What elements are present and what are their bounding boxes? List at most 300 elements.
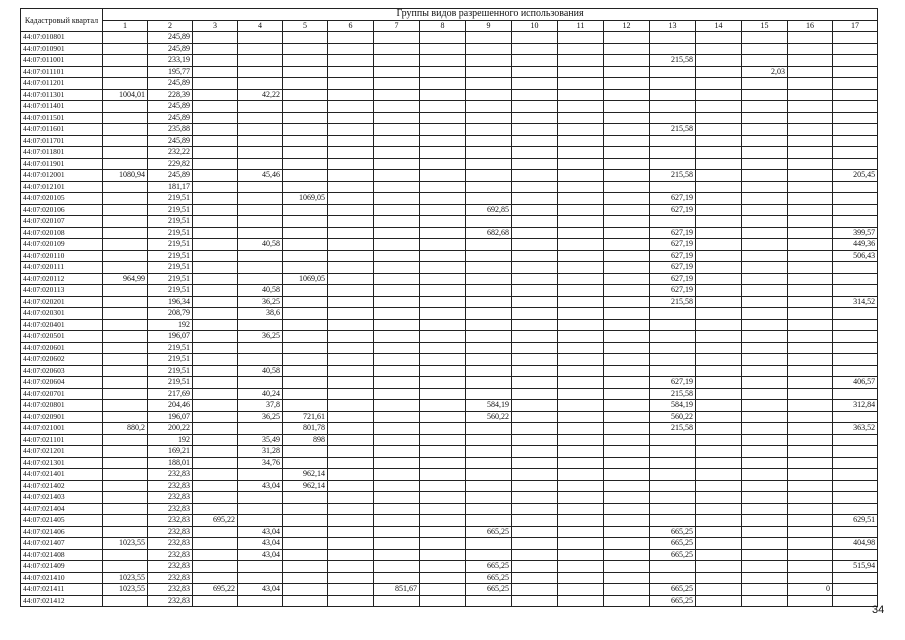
header-col-number: 10 — [512, 20, 558, 32]
cadastral-code: 44:07:021401 — [21, 469, 103, 481]
cell-group-5 — [283, 227, 328, 239]
cell-group-12 — [604, 446, 650, 458]
cell-group-14 — [696, 561, 742, 573]
cell-group-5: 801,78 — [283, 423, 328, 435]
cell-group-8 — [420, 250, 466, 262]
cell-group-8 — [420, 239, 466, 251]
cell-group-4: 43,04 — [238, 549, 283, 561]
cell-group-1 — [103, 158, 148, 170]
cell-group-8 — [420, 388, 466, 400]
cell-group-11 — [558, 469, 604, 481]
cell-group-7 — [374, 538, 420, 550]
cell-group-9: 665,25 — [466, 584, 512, 596]
cell-group-8 — [420, 423, 466, 435]
cell-group-1 — [103, 526, 148, 538]
cell-group-16 — [788, 296, 833, 308]
cell-group-2: 219,51 — [148, 377, 193, 389]
cell-group-13 — [650, 434, 696, 446]
cell-group-9 — [466, 296, 512, 308]
cell-group-5 — [283, 101, 328, 113]
cadastral-code: 44:07:021402 — [21, 480, 103, 492]
cell-group-9 — [466, 503, 512, 515]
cell-group-8 — [420, 319, 466, 331]
cell-group-7 — [374, 285, 420, 297]
cell-group-3 — [193, 262, 238, 274]
cell-group-9 — [466, 423, 512, 435]
cell-group-9 — [466, 193, 512, 205]
cell-group-12 — [604, 308, 650, 320]
cell-group-11 — [558, 66, 604, 78]
cell-group-3 — [193, 55, 238, 67]
cell-group-3 — [193, 388, 238, 400]
header-col-number: 15 — [742, 20, 788, 32]
cell-group-2: 219,51 — [148, 342, 193, 354]
cell-group-16 — [788, 503, 833, 515]
cell-group-13 — [650, 446, 696, 458]
cell-group-11 — [558, 434, 604, 446]
cell-group-15 — [742, 262, 788, 274]
cell-group-10 — [512, 411, 558, 423]
cell-group-14 — [696, 43, 742, 55]
cell-group-5 — [283, 112, 328, 124]
cell-group-6 — [328, 457, 374, 469]
cell-group-8 — [420, 204, 466, 216]
cell-group-13 — [650, 515, 696, 527]
cell-group-8 — [420, 273, 466, 285]
cell-group-3 — [193, 193, 238, 205]
cell-group-15 — [742, 101, 788, 113]
cell-group-2: 232,83 — [148, 572, 193, 584]
cell-group-6 — [328, 515, 374, 527]
cell-group-17 — [833, 78, 878, 90]
table-row — [21, 331, 878, 343]
cell-group-5 — [283, 170, 328, 182]
cell-group-16 — [788, 480, 833, 492]
cell-group-12 — [604, 480, 650, 492]
cell-group-5 — [283, 262, 328, 274]
cell-group-16 — [788, 204, 833, 216]
cell-group-9 — [466, 446, 512, 458]
cell-group-6 — [328, 181, 374, 193]
cell-group-12 — [604, 262, 650, 274]
cell-group-14 — [696, 331, 742, 343]
cell-group-10 — [512, 273, 558, 285]
cell-group-2: 245,89 — [148, 32, 193, 44]
cell-group-6 — [328, 549, 374, 561]
cadastral-code: 44:07:020107 — [21, 216, 103, 228]
cell-group-1 — [103, 216, 148, 228]
cell-group-15 — [742, 32, 788, 44]
cell-group-7 — [374, 561, 420, 573]
cell-group-14 — [696, 285, 742, 297]
cell-group-14 — [696, 89, 742, 101]
cell-group-7 — [374, 170, 420, 182]
cell-group-16 — [788, 216, 833, 228]
cell-group-11 — [558, 538, 604, 550]
cell-group-11 — [558, 43, 604, 55]
cell-group-2: 219,51 — [148, 354, 193, 366]
cell-group-11 — [558, 262, 604, 274]
cell-group-2: 232,83 — [148, 549, 193, 561]
header-col-number: 12 — [604, 20, 650, 32]
cell-group-7 — [374, 469, 420, 481]
cell-group-12 — [604, 170, 650, 182]
cell-group-4: 36,25 — [238, 411, 283, 423]
cell-group-4: 36,25 — [238, 331, 283, 343]
cell-group-15 — [742, 446, 788, 458]
cell-group-11 — [558, 181, 604, 193]
cell-group-7 — [374, 434, 420, 446]
cell-group-7 — [374, 78, 420, 90]
cell-group-15 — [742, 158, 788, 170]
cell-group-12 — [604, 250, 650, 262]
cell-group-15 — [742, 434, 788, 446]
cell-group-2: 188,01 — [148, 457, 193, 469]
cell-group-1 — [103, 227, 148, 239]
cell-group-2: 181,17 — [148, 181, 193, 193]
table-row — [21, 66, 878, 78]
cell-group-10 — [512, 170, 558, 182]
cell-group-10 — [512, 112, 558, 124]
table-row — [21, 135, 878, 147]
cell-group-9 — [466, 262, 512, 274]
table-body — [21, 32, 878, 607]
cell-group-5 — [283, 32, 328, 44]
cell-group-10 — [512, 296, 558, 308]
cadastral-code: 44:07:020105 — [21, 193, 103, 205]
cell-group-9 — [466, 319, 512, 331]
cell-group-2: 219,51 — [148, 239, 193, 251]
cell-group-2: 232,83 — [148, 526, 193, 538]
cell-group-7 — [374, 66, 420, 78]
cell-group-3 — [193, 170, 238, 182]
cell-group-13: 584,19 — [650, 400, 696, 412]
cell-group-4 — [238, 572, 283, 584]
cell-group-7 — [374, 204, 420, 216]
cell-group-9: 560,22 — [466, 411, 512, 423]
cell-group-1 — [103, 342, 148, 354]
cell-group-1: 1023,55 — [103, 572, 148, 584]
table-row — [21, 296, 878, 308]
cell-group-15 — [742, 388, 788, 400]
cell-group-13 — [650, 561, 696, 573]
cell-group-5 — [283, 365, 328, 377]
cell-group-14 — [696, 112, 742, 124]
cell-group-10 — [512, 262, 558, 274]
cell-group-3: 695,22 — [193, 515, 238, 527]
cell-group-13: 627,19 — [650, 193, 696, 205]
cell-group-13 — [650, 572, 696, 584]
cell-group-6 — [328, 365, 374, 377]
cell-group-8 — [420, 503, 466, 515]
cell-group-4 — [238, 193, 283, 205]
cell-group-16 — [788, 250, 833, 262]
cadastral-code: 44:07:021406 — [21, 526, 103, 538]
cell-group-7 — [374, 89, 420, 101]
cell-group-14 — [696, 400, 742, 412]
cell-group-2: 233,19 — [148, 55, 193, 67]
cell-group-4: 37,8 — [238, 400, 283, 412]
cell-group-16 — [788, 147, 833, 159]
cell-group-6 — [328, 595, 374, 607]
cell-group-4 — [238, 55, 283, 67]
cell-group-3 — [193, 549, 238, 561]
cell-group-10 — [512, 584, 558, 596]
cell-group-6 — [328, 319, 374, 331]
table-row — [21, 423, 878, 435]
cell-group-4 — [238, 181, 283, 193]
cell-group-15 — [742, 377, 788, 389]
cell-group-17 — [833, 308, 878, 320]
cell-group-5: 1069,05 — [283, 273, 328, 285]
cell-group-11 — [558, 411, 604, 423]
cell-group-13: 627,19 — [650, 262, 696, 274]
cell-group-4 — [238, 354, 283, 366]
cell-group-12 — [604, 216, 650, 228]
cell-group-9: 665,25 — [466, 526, 512, 538]
cell-group-1 — [103, 101, 148, 113]
cell-group-13 — [650, 147, 696, 159]
cadastral-code: 44:07:011301 — [21, 89, 103, 101]
cell-group-2: 219,51 — [148, 262, 193, 274]
cell-group-5 — [283, 135, 328, 147]
cell-group-13 — [650, 342, 696, 354]
cell-group-16 — [788, 124, 833, 136]
cell-group-5 — [283, 285, 328, 297]
cell-group-8 — [420, 354, 466, 366]
cell-group-3 — [193, 66, 238, 78]
table-row — [21, 308, 878, 320]
cell-group-3 — [193, 342, 238, 354]
cell-group-16 — [788, 377, 833, 389]
cell-group-9 — [466, 147, 512, 159]
cell-group-12 — [604, 239, 650, 251]
cell-group-17: 449,36 — [833, 239, 878, 251]
cell-group-1 — [103, 480, 148, 492]
cell-group-12 — [604, 227, 650, 239]
cell-group-11 — [558, 296, 604, 308]
header-col-number: 6 — [328, 20, 374, 32]
cell-group-17 — [833, 101, 878, 113]
cell-group-8 — [420, 584, 466, 596]
cell-group-12 — [604, 492, 650, 504]
cell-group-9 — [466, 55, 512, 67]
cell-group-6 — [328, 204, 374, 216]
cell-group-14 — [696, 296, 742, 308]
cell-group-17 — [833, 446, 878, 458]
cell-group-8 — [420, 124, 466, 136]
cell-group-1 — [103, 193, 148, 205]
cell-group-14 — [696, 446, 742, 458]
header-cadastral-quarter: Кадастровый квартал — [21, 9, 103, 32]
cell-group-1 — [103, 55, 148, 67]
cell-group-5 — [283, 342, 328, 354]
document-page — [20, 8, 876, 607]
cell-group-10 — [512, 285, 558, 297]
cell-group-2: 217,69 — [148, 388, 193, 400]
cell-group-8 — [420, 377, 466, 389]
cell-group-5 — [283, 549, 328, 561]
cell-group-1 — [103, 388, 148, 400]
cell-group-5 — [283, 296, 328, 308]
cell-group-5: 721,61 — [283, 411, 328, 423]
cell-group-7 — [374, 400, 420, 412]
cell-group-15 — [742, 78, 788, 90]
cell-group-12 — [604, 89, 650, 101]
cell-group-16 — [788, 181, 833, 193]
cell-group-15: 2,03 — [742, 66, 788, 78]
cell-group-13 — [650, 43, 696, 55]
cell-group-6 — [328, 572, 374, 584]
cell-group-14 — [696, 469, 742, 481]
cell-group-17: 314,52 — [833, 296, 878, 308]
cell-group-4 — [238, 262, 283, 274]
cell-group-13: 627,19 — [650, 377, 696, 389]
header-col-number: 13 — [650, 20, 696, 32]
cell-group-3 — [193, 492, 238, 504]
cadastral-code: 44:07:021407 — [21, 538, 103, 550]
cell-group-9 — [466, 492, 512, 504]
cell-group-3 — [193, 308, 238, 320]
cell-group-7 — [374, 308, 420, 320]
cell-group-3 — [193, 469, 238, 481]
cell-group-15 — [742, 469, 788, 481]
cell-group-7 — [374, 503, 420, 515]
cell-group-9 — [466, 549, 512, 561]
cell-group-1 — [103, 365, 148, 377]
cell-group-1 — [103, 549, 148, 561]
cadastral-code: 44:07:021411 — [21, 584, 103, 596]
cell-group-17 — [833, 32, 878, 44]
cadastral-code: 44:07:011501 — [21, 112, 103, 124]
cell-group-13 — [650, 158, 696, 170]
cell-group-8 — [420, 181, 466, 193]
cell-group-14 — [696, 158, 742, 170]
cell-group-6 — [328, 354, 374, 366]
cell-group-6 — [328, 227, 374, 239]
table-row — [21, 78, 878, 90]
cell-group-8 — [420, 549, 466, 561]
cell-group-1 — [103, 400, 148, 412]
cell-group-12 — [604, 434, 650, 446]
cell-group-15 — [742, 239, 788, 251]
cell-group-10 — [512, 227, 558, 239]
cell-group-7 — [374, 112, 420, 124]
cell-group-12 — [604, 273, 650, 285]
cell-group-9 — [466, 89, 512, 101]
cell-group-15 — [742, 250, 788, 262]
cell-group-6 — [328, 158, 374, 170]
cell-group-14 — [696, 204, 742, 216]
cell-group-17 — [833, 262, 878, 274]
cell-group-7 — [374, 124, 420, 136]
cell-group-7 — [374, 365, 420, 377]
cell-group-7 — [374, 480, 420, 492]
cadastral-code: 44:07:020801 — [21, 400, 103, 412]
cell-group-15 — [742, 331, 788, 343]
cell-group-5: 962,14 — [283, 469, 328, 481]
cell-group-6 — [328, 400, 374, 412]
cadastral-code: 44:07:020602 — [21, 354, 103, 366]
table-row — [21, 446, 878, 458]
cell-group-2: 232,83 — [148, 492, 193, 504]
cell-group-5 — [283, 331, 328, 343]
cell-group-10 — [512, 480, 558, 492]
cell-group-1 — [103, 66, 148, 78]
cell-group-1: 880,2 — [103, 423, 148, 435]
cell-group-14 — [696, 227, 742, 239]
cell-group-2: 232,83 — [148, 584, 193, 596]
cell-group-2: 169,21 — [148, 446, 193, 458]
cell-group-15 — [742, 135, 788, 147]
cell-group-8 — [420, 66, 466, 78]
cell-group-8 — [420, 400, 466, 412]
cell-group-10 — [512, 135, 558, 147]
cell-group-7: 851,67 — [374, 584, 420, 596]
cell-group-6 — [328, 32, 374, 44]
cell-group-9 — [466, 78, 512, 90]
cell-group-13: 627,19 — [650, 239, 696, 251]
cell-group-11 — [558, 158, 604, 170]
cell-group-3 — [193, 101, 238, 113]
cell-group-12 — [604, 296, 650, 308]
table-row — [21, 595, 878, 607]
cell-group-15 — [742, 480, 788, 492]
cell-group-8 — [420, 78, 466, 90]
cell-group-1 — [103, 469, 148, 481]
cell-group-2: 232,83 — [148, 503, 193, 515]
cell-group-3 — [193, 43, 238, 55]
cell-group-5 — [283, 457, 328, 469]
cell-group-10 — [512, 354, 558, 366]
cell-group-3 — [193, 78, 238, 90]
cell-group-10 — [512, 66, 558, 78]
cell-group-13 — [650, 354, 696, 366]
cell-group-10 — [512, 101, 558, 113]
cell-group-14 — [696, 434, 742, 446]
cell-group-16: 0 — [788, 584, 833, 596]
cell-group-15 — [742, 55, 788, 67]
cell-group-3 — [193, 112, 238, 124]
cell-group-17 — [833, 549, 878, 561]
cell-group-17: 506,43 — [833, 250, 878, 262]
cell-group-8 — [420, 365, 466, 377]
table-row — [21, 561, 878, 573]
cell-group-2: 219,51 — [148, 216, 193, 228]
cell-group-2: 235,88 — [148, 124, 193, 136]
cell-group-14 — [696, 66, 742, 78]
cell-group-15 — [742, 147, 788, 159]
cell-group-13: 665,25 — [650, 595, 696, 607]
cell-group-6 — [328, 446, 374, 458]
cell-group-11 — [558, 354, 604, 366]
cell-group-7 — [374, 549, 420, 561]
cell-group-9 — [466, 250, 512, 262]
cell-group-6 — [328, 55, 374, 67]
header-col-number: 1 — [103, 20, 148, 32]
cell-group-10 — [512, 469, 558, 481]
cell-group-12 — [604, 572, 650, 584]
cell-group-14 — [696, 273, 742, 285]
cell-group-12 — [604, 147, 650, 159]
cell-group-17 — [833, 365, 878, 377]
cell-group-17 — [833, 480, 878, 492]
table-row — [21, 469, 878, 481]
cell-group-5 — [283, 538, 328, 550]
cell-group-6 — [328, 526, 374, 538]
cell-group-5 — [283, 250, 328, 262]
cell-group-10 — [512, 216, 558, 228]
